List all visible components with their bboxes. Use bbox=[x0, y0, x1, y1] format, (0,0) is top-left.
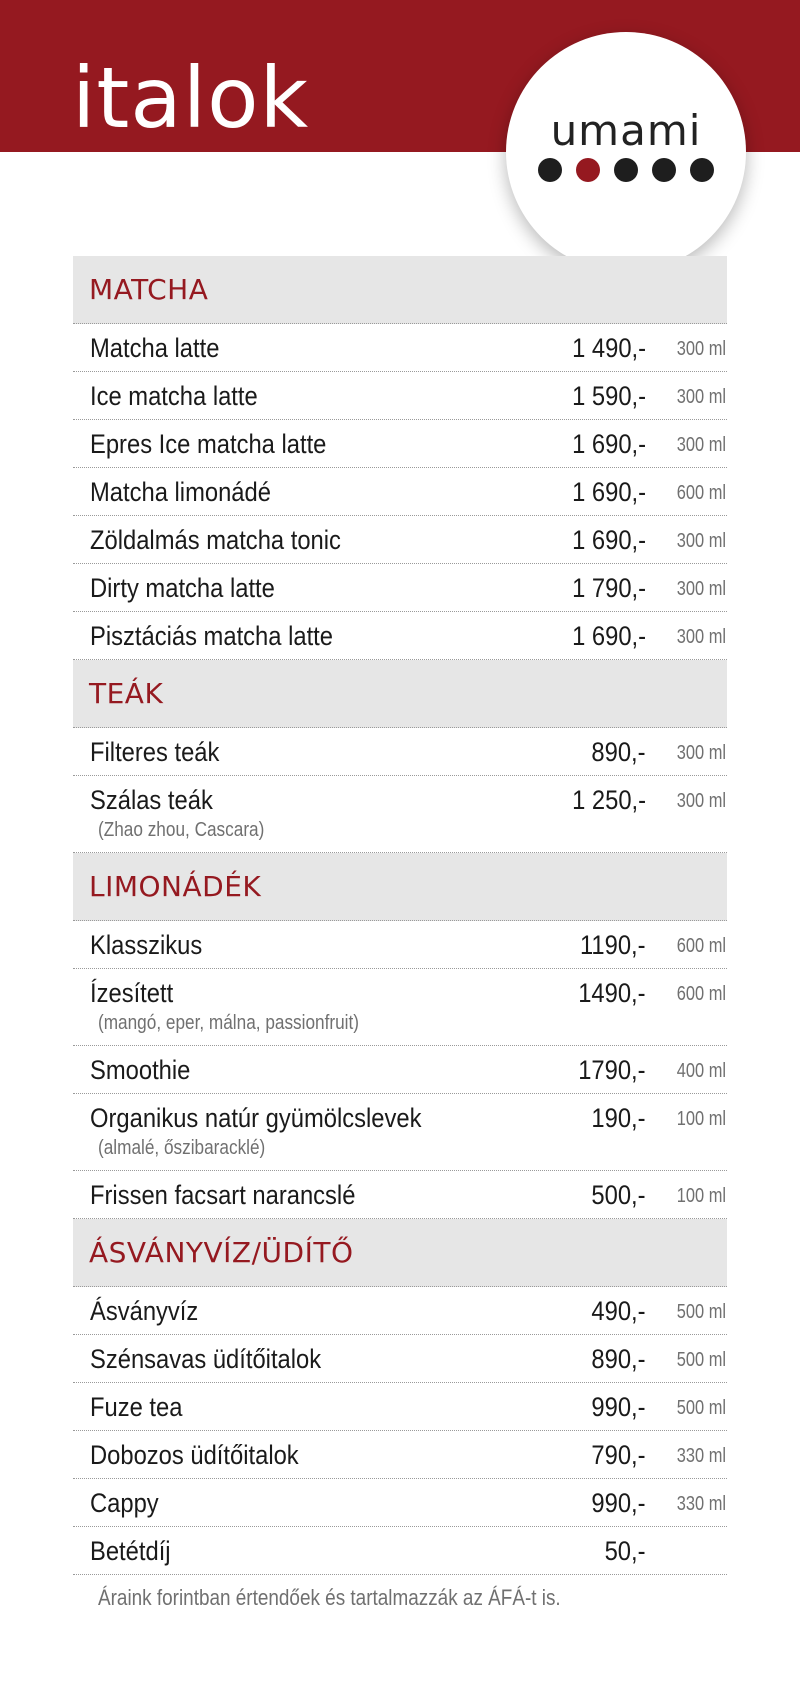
menu-item bbox=[73, 728, 727, 776]
item-price: 1490,- bbox=[578, 978, 646, 1008]
item-name: Ízesített bbox=[90, 978, 174, 1008]
menu-item bbox=[73, 969, 727, 1046]
item-price: 1 690,- bbox=[572, 429, 646, 459]
item-price: 1 690,- bbox=[572, 525, 646, 555]
item-volume: 300 ml bbox=[676, 578, 726, 600]
item-volume: 300 ml bbox=[676, 790, 726, 812]
menu-item bbox=[73, 468, 727, 516]
menu-item bbox=[73, 1431, 727, 1479]
item-name: Ice matcha latte bbox=[90, 381, 258, 411]
item-volume: 500 ml bbox=[676, 1349, 726, 1371]
section-header-limonadek bbox=[73, 853, 727, 921]
item-volume: 600 ml bbox=[676, 482, 726, 504]
item-volume: 330 ml bbox=[676, 1445, 726, 1467]
item-name: Betétdíj bbox=[90, 1536, 171, 1566]
menu-item bbox=[73, 1094, 727, 1171]
logo-dot-3 bbox=[614, 158, 638, 182]
logo-dot-1 bbox=[538, 158, 562, 182]
logo-dots bbox=[538, 158, 714, 182]
item-volume: 300 ml bbox=[676, 626, 726, 648]
item-volume: 600 ml bbox=[676, 935, 726, 957]
item-volume: 300 ml bbox=[676, 434, 726, 456]
item-volume: 500 ml bbox=[676, 1301, 726, 1323]
menu-item bbox=[73, 1479, 727, 1527]
item-price: 1 690,- bbox=[572, 621, 646, 651]
item-name: Zöldalmás matcha tonic bbox=[90, 525, 341, 555]
item-description: (Zhao zhou, Cascara) bbox=[98, 819, 265, 841]
section-header-asvanyviz bbox=[73, 1219, 727, 1287]
item-price: 1190,- bbox=[580, 930, 646, 960]
menu-item bbox=[73, 564, 727, 612]
menu-item bbox=[73, 1046, 727, 1094]
item-volume: 300 ml bbox=[676, 530, 726, 552]
menu-item bbox=[73, 1287, 727, 1335]
menu-item bbox=[73, 324, 727, 372]
item-volume: 400 ml bbox=[676, 1060, 726, 1082]
menu-item bbox=[73, 776, 727, 853]
item-name: Fuze tea bbox=[90, 1392, 183, 1422]
item-name: Organikus natúr gyümölcslevek bbox=[90, 1103, 422, 1133]
menu-item bbox=[73, 921, 727, 969]
item-price: 890,- bbox=[591, 1344, 646, 1374]
logo-wordmark: umami bbox=[550, 106, 702, 155]
item-volume: 100 ml bbox=[676, 1185, 726, 1207]
item-price: 1 790,- bbox=[572, 573, 646, 603]
menu-item bbox=[73, 1335, 727, 1383]
item-volume: 300 ml bbox=[676, 386, 726, 408]
item-price: 490,- bbox=[591, 1296, 646, 1326]
item-volume: 600 ml bbox=[676, 983, 726, 1005]
item-price: 1790,- bbox=[578, 1055, 646, 1085]
drinks-menu bbox=[73, 256, 727, 1575]
item-price: 50,- bbox=[605, 1536, 646, 1566]
section-title: TEÁK bbox=[89, 677, 164, 710]
item-description: (mangó, eper, málna, passionfruit) bbox=[98, 1012, 360, 1034]
item-volume: 300 ml bbox=[676, 742, 726, 764]
item-name: Matcha latte bbox=[90, 333, 220, 363]
item-price: 1 690,- bbox=[572, 477, 646, 507]
item-price: 1 250,- bbox=[572, 785, 646, 815]
item-volume: 330 ml bbox=[676, 1493, 726, 1515]
price-footnote: Áraink forintban értendőek és tartalmazzák az ÁFÁ-t is. bbox=[98, 1585, 561, 1610]
menu-item bbox=[73, 516, 727, 564]
logo-dot-4 bbox=[652, 158, 676, 182]
logo-dot-5 bbox=[690, 158, 714, 182]
item-name: Pisztáciás matcha latte bbox=[90, 621, 333, 651]
menu-item bbox=[73, 372, 727, 420]
item-price: 500,- bbox=[591, 1180, 646, 1210]
item-name: Ásványvíz bbox=[90, 1296, 199, 1326]
umami-logo bbox=[506, 32, 746, 272]
item-name: Dobozos üdítőitalok bbox=[90, 1440, 299, 1470]
item-volume: 500 ml bbox=[676, 1397, 726, 1419]
item-price: 990,- bbox=[591, 1392, 646, 1422]
item-name: Smoothie bbox=[90, 1055, 191, 1085]
item-name: Szénsavas üdítőitalok bbox=[90, 1344, 322, 1374]
page-title: italok bbox=[72, 49, 310, 147]
menu-item bbox=[73, 1527, 727, 1575]
menu-item bbox=[73, 1383, 727, 1431]
item-name: Dirty matcha latte bbox=[90, 573, 275, 603]
menu-item bbox=[73, 420, 727, 468]
section-title: MATCHA bbox=[89, 273, 209, 306]
item-name: Matcha limonádé bbox=[90, 477, 271, 507]
item-price: 790,- bbox=[591, 1440, 646, 1470]
item-price: 190,- bbox=[591, 1103, 646, 1133]
item-name: Szálas teák bbox=[90, 785, 213, 815]
item-volume: 100 ml bbox=[676, 1108, 726, 1130]
item-price: 890,- bbox=[591, 737, 646, 767]
section-title: ÁSVÁNYVÍZ/ÜDÍTŐ bbox=[89, 1236, 354, 1269]
item-name: Filteres teák bbox=[90, 737, 220, 767]
item-description: (almalé, őszibaracklé) bbox=[98, 1137, 266, 1159]
item-name: Frissen facsart narancslé bbox=[90, 1180, 356, 1210]
item-price: 990,- bbox=[591, 1488, 646, 1518]
menu-item bbox=[73, 612, 727, 660]
section-header-matcha bbox=[73, 256, 727, 324]
item-name: Cappy bbox=[90, 1488, 159, 1518]
item-price: 1 590,- bbox=[572, 381, 646, 411]
item-price: 1 490,- bbox=[572, 333, 646, 363]
logo-dot-2 bbox=[576, 158, 600, 182]
item-name: Epres Ice matcha latte bbox=[90, 429, 327, 459]
section-header-teak bbox=[73, 660, 727, 728]
item-volume: 300 ml bbox=[676, 338, 726, 360]
menu-item bbox=[73, 1171, 727, 1219]
item-name: Klasszikus bbox=[90, 930, 203, 960]
section-title: LIMONÁDÉK bbox=[89, 870, 262, 903]
